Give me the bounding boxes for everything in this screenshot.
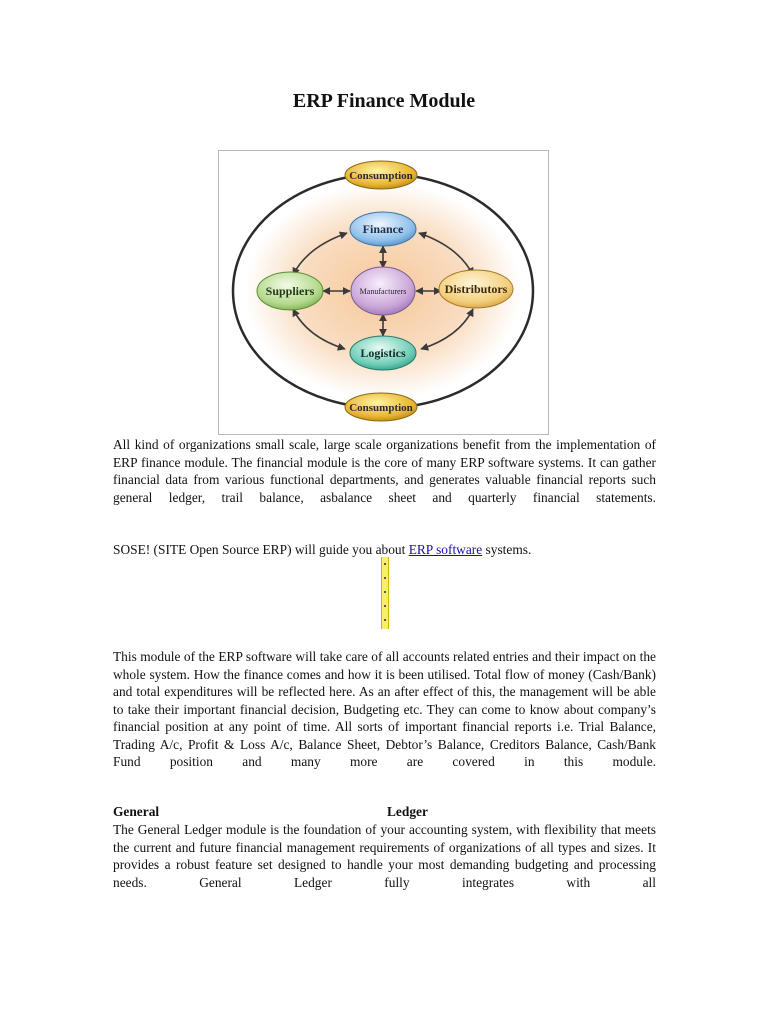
intro-paragraph: All kind of organizations small scale, large scale organizations benefit from the implementation of ERP finance module. The financial module is the core of many ERP software systems. It can gather financial data from various functional departments, and generates valuable financial reports such general ledger, trail balance, asbalance sheet and quarterly financial statements. [113, 437, 656, 505]
node-logistics-label: Logistics [360, 346, 406, 360]
erp-diagram-svg [219, 151, 548, 434]
module-paragraph: This module of the ERP software will take care of all accounts related entries and their impact on the whole system. How the finance comes and how it is been utilised. Total flow of money (Cash/Bank) and total expenditures will be reflected here. As an after effect of this, the management will be able to take their important financial decision, Budgeting etc. They can come to know about company’s financial position at any point of time. All sorts of important financial reports i.e. Trial Balance, Trading A/c, Profit & Loss A/c, Balance Sheet, Debtor’s Balance, Creditors Balance, Cash/Bank Fund position and many more are covered in this module. [113, 649, 656, 769]
node-suppliers [257, 272, 323, 310]
guide-text-before: SOSE! (SITE Open Source ERP) will guide you about [113, 542, 409, 557]
general-ledger-heading-right: Ledger [387, 804, 428, 819]
general-ledger-heading-left: General [113, 804, 160, 819]
guide-text-after: systems. [482, 542, 532, 557]
ad-placeholder-strip [381, 557, 389, 629]
node-consumption-top [345, 161, 417, 189]
node-logistics [350, 336, 416, 370]
node-consumption-bottom-label: Consumption [349, 402, 413, 414]
node-finance [350, 212, 416, 246]
node-finance-label: Finance [362, 222, 404, 236]
node-distributors [439, 270, 513, 308]
guide-paragraph [113, 541, 656, 559]
erp-software-link[interactable]: ERP software [408, 542, 483, 557]
node-manufacturers [351, 267, 415, 315]
node-suppliers-label: Suppliers [265, 284, 315, 298]
page-title: ERP Finance Module [292, 90, 476, 112]
erp-diagram [218, 150, 549, 435]
node-consumption-top-label: Consumption [349, 170, 413, 182]
node-consumption-bottom [345, 393, 417, 421]
general-ledger-paragraph: The General Ledger module is the foundation of your accounting system, with flexibility that meets the current and future financial management requirements of organizations of all types and sizes. It provides a robust feature set designed to handle your most demanding budgeting and processing needs. General Ledger fully integrates with all [113, 822, 656, 890]
node-manufacturers-label: Manufacturers [359, 287, 407, 296]
node-distributors-label: Distributors [444, 282, 508, 296]
